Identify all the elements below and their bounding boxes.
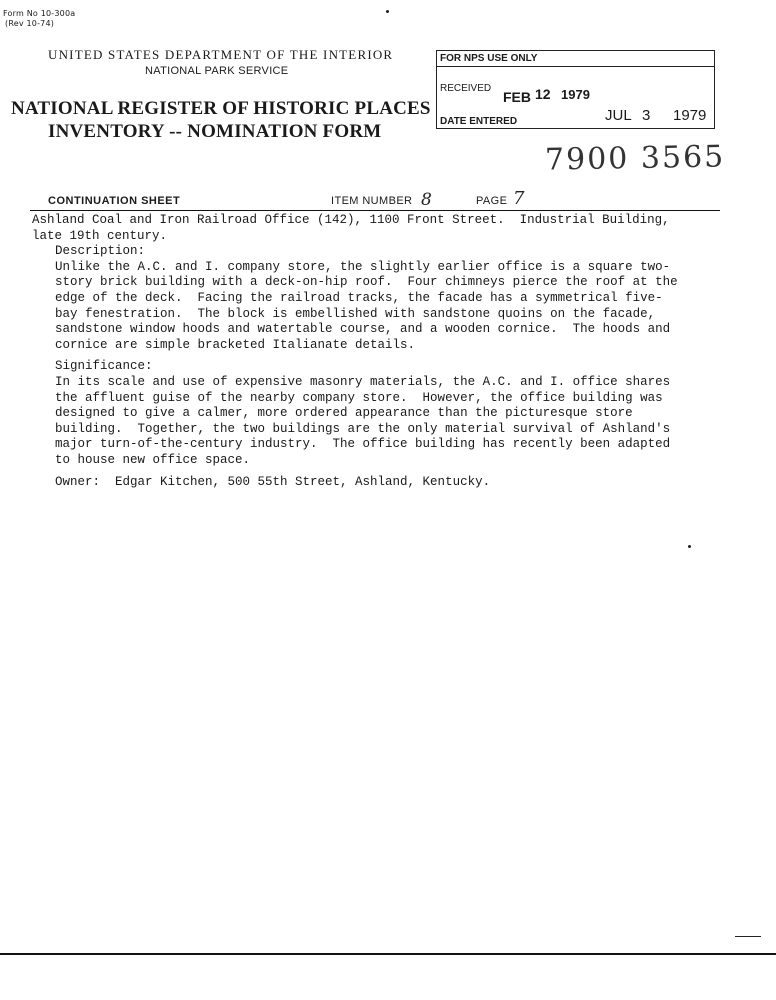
- footer-rule: [0, 953, 776, 955]
- received-stamp-month: FEB: [503, 89, 531, 105]
- significance-label: Significance:: [55, 359, 153, 374]
- page-value: 7: [513, 188, 525, 209]
- description-line: sandstone window hoods and watertable course, and a wooden cornice. The hoods and: [55, 322, 671, 337]
- property-heading-line1: Ashland Coal and Iron Railroad Office (142), 1100 Front Street. Industrial Building,: [32, 213, 670, 227]
- received-stamp-day: 12: [535, 86, 551, 102]
- nomination-body: [32, 213, 722, 490]
- received-stamp-year: 1979: [561, 87, 590, 102]
- page-label: PAGE: [476, 195, 508, 207]
- significance-line: to house new office space.: [55, 452, 251, 467]
- date-entered-year: 1979: [673, 107, 707, 124]
- description-line: story brick building with a deck-on-hip roof. Four chimneys pierce the roof at the: [55, 275, 678, 290]
- description-line: Unlike the A.C. and I. company store, the slightly earlier office is a square two-: [55, 259, 671, 274]
- significance-line: the affluent guise of the nearby company store. However, the office building was: [55, 390, 663, 405]
- nps-box-divider: [437, 66, 714, 67]
- scan-mark: [735, 936, 761, 937]
- received-label: RECEIVED: [440, 83, 492, 94]
- date-entered-day: 3: [642, 107, 651, 124]
- scan-speck: [688, 545, 691, 548]
- nps-box-heading: FOR NPS USE ONLY: [440, 53, 538, 64]
- handwritten-reference-number: 7900 3565: [544, 139, 726, 178]
- department-name: UNITED STATES DEPARTMENT OF THE INTERIOR: [48, 47, 394, 62]
- service-name: NATIONAL PARK SERVICE: [145, 65, 289, 77]
- item-number-value: 8: [421, 190, 432, 210]
- form-title-line2: INVENTORY -- NOMINATION FORM: [48, 121, 382, 142]
- item-number-label: ITEM NUMBER: [331, 195, 413, 207]
- description-line: edge of the deck. Facing the railroad tracks, the facade has a symmetrical five-: [55, 290, 663, 305]
- significance-line: designed to give a calmer, more ordered appearance than the picturesque store: [55, 406, 633, 421]
- nps-use-only-box: [436, 50, 715, 129]
- continuation-sheet-label: CONTINUATION SHEET: [48, 195, 181, 207]
- significance-line: In its scale and use of expensive masonry materials, the A.C. and I. office shares: [55, 374, 671, 389]
- date-entered-month: JUL: [605, 107, 632, 124]
- scan-speck: [386, 10, 389, 13]
- description-label: Description:: [55, 244, 146, 259]
- form-title-line1: NATIONAL REGISTER OF HISTORIC PLACES: [11, 98, 431, 119]
- description-line: cornice are simple bracketed Italianate details.: [55, 337, 416, 352]
- form-revision: (Rev 10-74): [5, 19, 55, 28]
- date-entered-label: DATE ENTERED: [440, 116, 518, 127]
- significance-line: major turn-of-the-century industry. The office building has recently been adapted: [55, 437, 671, 452]
- header-rule: [30, 210, 720, 211]
- owner-line: Owner: Edgar Kitchen, 500 55th Street, Ashland, Kentucky.: [55, 474, 491, 489]
- description-line: bay fenestration. The block is embellished with sandstone quoins on the facade,: [55, 306, 656, 321]
- form-number: Form No 10-300a: [3, 9, 76, 18]
- property-heading-line2: late 19th century.: [32, 228, 168, 243]
- significance-line: building. Together, the two buildings are the only material survival of Ashland's: [55, 421, 671, 436]
